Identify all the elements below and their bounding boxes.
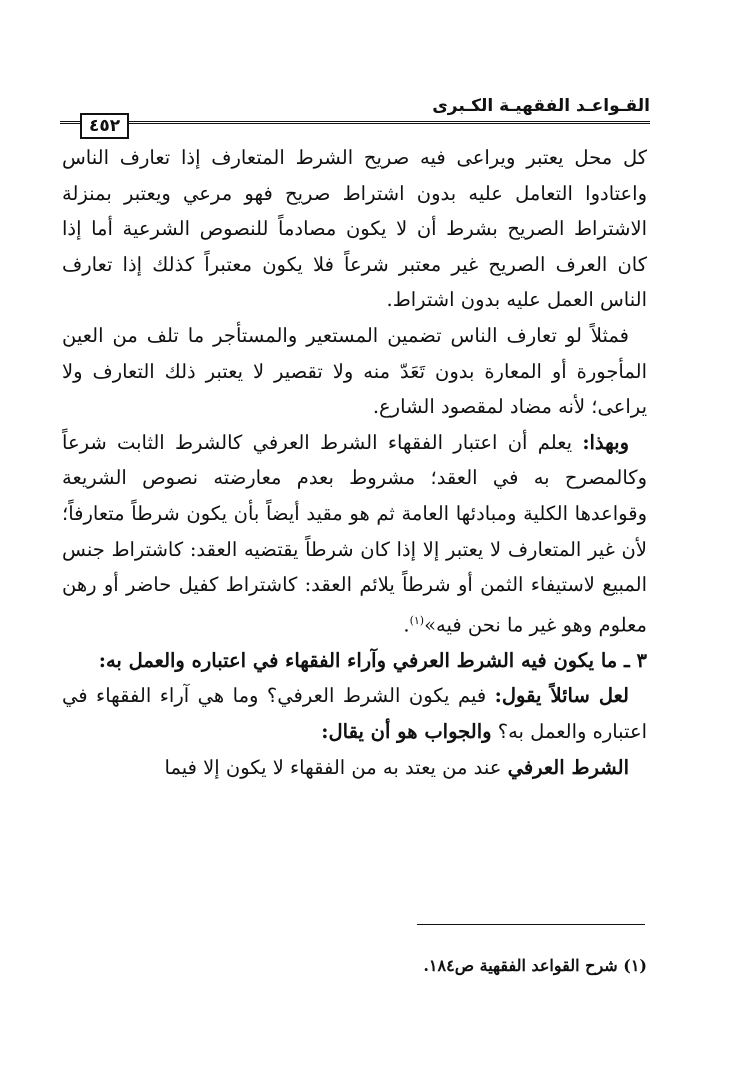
- paragraph-1: كل محل يعتبر ويراعى فيه صريح الشرط المتعارف إذا تعارف الناس واعتادوا التعامل عليه بدون اشتراط صريح فهو مرعي ويعتبر بمنزلة الاشتراط الصريح بشرط أن لا يكون مصادماً للنصوص الشرعية أما إذا كان العرف الصريح غير معتبر شرعاً فلا يكون معتبراً كذلك إذا تعارف الناس العمل عليه بدون اشتراط.: [62, 146, 647, 312]
- paragraph-3-body: يعلم أن اعتبار الفقهاء الشرط العرفي كالشرط الثابت شرعاً وكالمصرح به في العقد؛ مشروط بعدم معارضته نصوص الشريعة وقواعدها الكلية ومبادئها العامة ثم هو مقيد أيضاً بأن يكون شرطاً متعارفاً؛ لأن غير المتعارف لا يعتبر إلا إذا كان شرطاً يقتضيه العقد: كاشتراط جنس المبيع لاستيفاء الثمن أو شرطاً يلائم العقد: كاشتراط كفيل حاضر أو رهن معلوم وهو غير ما نحن فيه»: [62, 430, 647, 637]
- page-number: ٤٥٢: [80, 113, 129, 139]
- paragraph-5-lead: الشرط العرفي: [507, 755, 629, 779]
- paragraph-3-end: .: [403, 613, 410, 637]
- section-heading: ٣ ـ ما يكون فيه الشرط العرفي وآراء الفقهاء في اعتباره والعمل به:: [98, 648, 647, 672]
- paragraph-4: [62, 678, 647, 749]
- body-text: [62, 140, 647, 785]
- page-header: [60, 96, 650, 136]
- paragraph-3-lead: وبهذا:: [582, 430, 629, 454]
- paragraph-3: [62, 425, 647, 643]
- paragraph-5: [62, 750, 647, 786]
- paragraph-5-body: عند من يعتد به من الفقهاء لا يكون إلا فيما: [164, 755, 508, 779]
- header-rule: [60, 121, 650, 124]
- running-title: القـواعـد الفقهيـة الكـبرى: [432, 96, 650, 116]
- paragraph-4-body: فيم يكون الشرط العرفي؟ وما هي آراء الفقهاء في اعتباره والعمل به؟: [62, 684, 647, 743]
- paragraph-2: فمثلاً لو تعارف الناس تضمين المستعير والمستأجر ما تلف من العين المأجورة أو المعارة بدون تَعَدّ منه ولا تقصير لا يعتبر ذلك التعارف ولا يراعى؛ لأنه مضاد لمقصود الشارع.: [62, 323, 647, 419]
- paragraph-4-lead: لعل سائلاً يقول:: [494, 684, 629, 708]
- footnote: (١) شرح القواعد الفقهية ص١٨٤.: [423, 956, 647, 975]
- footnote-rule: [417, 924, 645, 925]
- footnote-marker: (١): [409, 613, 425, 627]
- paragraph-4-lead-2: والجواب هو أن يقال:: [321, 720, 492, 743]
